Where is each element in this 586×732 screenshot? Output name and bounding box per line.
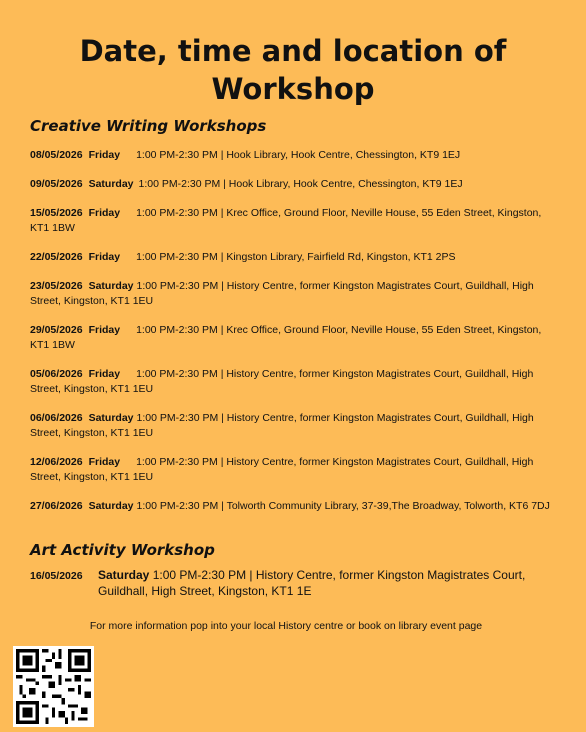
- entry-details: 1:00 PM-2:30 PM | Krec Office, Ground Floor, Neville House, 55 Eden Street, Kingston, KT1 1BW: [30, 207, 542, 234]
- entry-date: 09/05/2026: [30, 178, 83, 190]
- page-title: [0, 32, 586, 108]
- list-item: [30, 455, 560, 485]
- entry-day: Friday: [88, 207, 121, 219]
- entry-day: Saturday: [88, 280, 134, 292]
- creative-writing-list: [30, 148, 560, 528]
- creative-writing-heading: Creative Writing Workshops: [30, 117, 267, 135]
- list-item: [30, 206, 560, 236]
- entry-day: Saturday: [88, 178, 134, 190]
- entry-date: 15/05/2026: [30, 207, 83, 219]
- entry-details: 1:00 PM-2:30 PM | Hook Library, Hook Centre, Chessington, KT9 1EJ: [136, 149, 461, 161]
- entry-details: 1:00 PM-2:30 PM | Tolworth Community Library, 37-39,The Broadway, Tolworth, KT6 7DJ: [136, 500, 550, 512]
- entry-details: 1:00 PM-2:30 PM | Hook Library, Hook Centre, Chessington, KT9 1EJ: [138, 178, 463, 190]
- art-entry-date: 16/05/2026: [30, 570, 83, 582]
- entry-date: 27/06/2026: [30, 500, 83, 512]
- entry-details: 1:00 PM-2:30 PM | History Centre, former Kingston Magistrates Court, Guildhall, High Street, Kingston, KT1 1EU: [30, 456, 534, 483]
- entry-day: Saturday: [88, 412, 134, 424]
- art-entry-day: Saturday: [98, 568, 150, 582]
- entry-date: 12/06/2026: [30, 456, 83, 468]
- entry-details: 1:00 PM-2:30 PM | History Centre, former Kingston Magistrates Court, Guildhall, High Street, Kingston, KT1 1EU: [30, 368, 534, 395]
- list-item: [30, 279, 560, 309]
- art-entry: [30, 567, 575, 599]
- list-item: [30, 177, 560, 192]
- list-item: [30, 323, 560, 353]
- art-activity-heading: Art Activity Workshop: [30, 541, 215, 559]
- entry-date: 08/05/2026: [30, 149, 83, 161]
- list-item: [30, 148, 560, 163]
- footer-info: For more information pop into your local History centre or book on library event page: [89, 620, 483, 632]
- art-entry-details: 1:00 PM-2:30 PM | History Centre, former Kingston Magistrates Court, Guildhall, High Street, Kingston, KT1 1E: [98, 568, 526, 598]
- entry-day: Friday: [88, 368, 121, 380]
- entry-day: Friday: [88, 456, 121, 468]
- entry-date: 22/05/2026: [30, 251, 83, 263]
- entry-day: Saturday: [88, 500, 134, 512]
- entry-date: 29/05/2026: [30, 324, 83, 336]
- entry-details: 1:00 PM-2:30 PM | Kingston Library, Fairfield Rd, Kingston, KT1 2PS: [136, 251, 456, 263]
- list-item: [30, 411, 560, 441]
- entry-day: Friday: [88, 149, 121, 161]
- list-item: [30, 250, 560, 265]
- list-item: [30, 367, 560, 397]
- entry-day: Friday: [88, 324, 121, 336]
- title-line-1: Date, time and location of: [79, 34, 507, 68]
- entry-details: 1:00 PM-2:30 PM | History Centre, former Kingston Magistrates Court, Guildhall, High Street, Kingston, KT1 1EU: [30, 412, 534, 439]
- entry-date: 06/06/2026: [30, 412, 83, 424]
- entry-details: 1:00 PM-2:30 PM | History Centre, former Kingston Magistrates Court, Guildhall, High Street, Kingston, KT1 1EU: [30, 280, 534, 307]
- entry-date: 23/05/2026: [30, 280, 83, 292]
- entry-date: 05/06/2026: [30, 368, 83, 380]
- qr-code-icon: [13, 646, 94, 727]
- entry-details: 1:00 PM-2:30 PM | Krec Office, Ground Floor, Neville House, 55 Eden Street, Kingston, KT1 1BW: [30, 324, 542, 351]
- entry-day: Friday: [88, 251, 121, 263]
- title-line-2: Workshop: [211, 72, 375, 106]
- list-item: [30, 499, 560, 514]
